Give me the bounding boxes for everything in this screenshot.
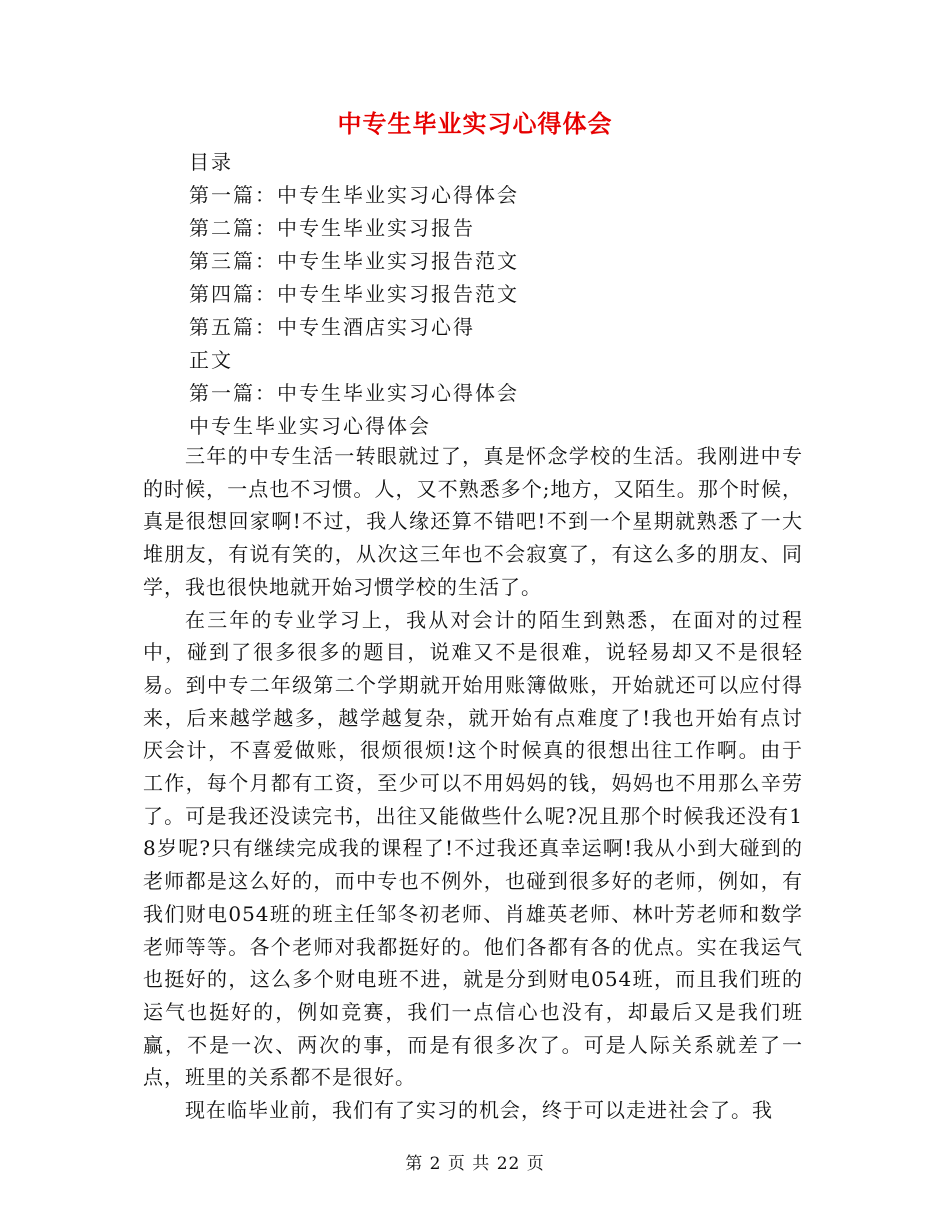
toc-item-5: 第五篇：中专生酒店实习心得 — [189, 315, 475, 339]
page-footer: 第 2 页 共 22 页 — [405, 1154, 545, 1174]
document-title: 中专生毕业实习心得体会 — [337, 110, 613, 138]
toc-item-1: 第一篇：中专生毕业实习心得体会 — [189, 183, 519, 207]
paragraph-1: 三年的中专生活一转眼就过了，真是怀念学校的生活。我刚进中专的时候，一点也不习惯。人，又不熟悉多个;地方，又陌生。那个时候，真是很想回家啊!不过，我人缘还算不错吧!不到一个星期就熟悉了一大堆朋友，有说有笑的，从次这三年也不会寂寞了，有这么多的朋友、同学，我也很快地就开始习惯学校的生活了。 — [143, 444, 803, 599]
paragraph-2: 在三年的专业学习上，我从对会计的陌生到熟悉，在面对的过程中，碰到了很多很多的题目，说难又不是很难，说轻易却又不是很轻易。到中专二年级第二个学期就开始用账簿做账，开始就还可以应付得来，后来越学越多，越学越复杂，就开始有点难度了!我也开始有点讨厌会计，不喜爱做账，很烦很烦!这个时候真的很想出往工作啊。由于工作，每个月都有工资，至少可以不用妈妈的钱，妈妈也不用那么辛劳了。可是我还没读完书，出往又能做些什么呢?况且那个时候我还没有18岁呢?只有继续完成我的课程了!不过我还真幸运啊!我从小到大碰到的老师都是这么好的，而中专也不例外，也碰到很多好的老师，例如，有我们财电054班的班主任邹冬初老师、肖雄英老师、林叶芳老师和数学老师等等。各个老师对我都挺好的。他们各都有各的优点。实在我运气也挺好的，这么多个财电班不进，就是分到财电054班，而且我们班的运气也挺好的，例如竞赛，我们一点信心也没有，却最后又是我们班赢，不是一次、两次的事，而是有很多次了。可是人际关系就差了一点，班里的关系都不是很好。 — [143, 607, 803, 1090]
toc-item-3: 第三篇：中专生毕业实习报告范文 — [189, 249, 519, 273]
toc-heading: 目录 — [189, 150, 233, 174]
toc-item-2: 第二篇：中专生毕业实习报告 — [189, 216, 475, 240]
body-heading: 正文 — [189, 348, 233, 372]
document-body — [143, 440, 803, 1127]
chapter-heading: 第一篇：中专生毕业实习心得体会 — [189, 381, 519, 405]
table-of-contents — [189, 146, 829, 443]
section-heading: 中专生毕业实习心得体会 — [189, 414, 431, 438]
toc-item-4: 第四篇：中专生毕业实习报告范文 — [189, 282, 519, 306]
paragraph-3: 现在临毕业前，我们有了实习的机会，终于可以走进社会了。我 — [185, 1098, 773, 1123]
